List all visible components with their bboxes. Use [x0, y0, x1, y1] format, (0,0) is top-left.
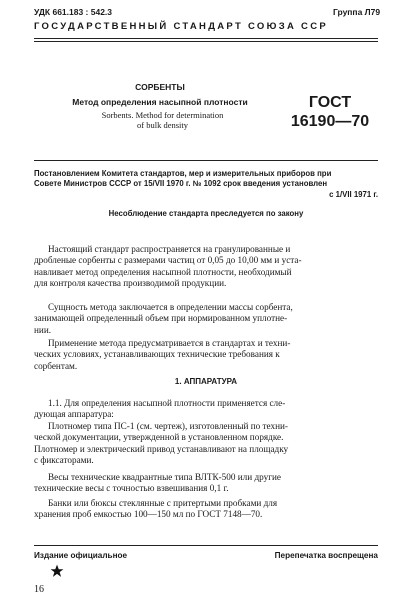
text-line: Весы технические квадрантные типа ВЛТК-500 или другие — [48, 472, 281, 482]
reprint-prohibited-note: Перепечатка воспрещена — [274, 551, 378, 560]
text-line: дробленые сорбенты с размерами частиц от 0,05 до 10,00 мм и уста- — [34, 255, 302, 266]
text-line: Настоящий стандарт распространяется на гранулированные и — [48, 244, 291, 254]
text-line: с фиксаторами. — [34, 455, 94, 466]
text-line: ческой документации, утвержденной в установленном порядке. — [34, 432, 284, 443]
section-paragraph — [34, 498, 378, 521]
group-code: Группа Л79 — [333, 7, 381, 17]
text-line: сорбентам. — [34, 360, 78, 371]
section-heading: 1. АППАРАТУРА — [174, 377, 238, 386]
text-line: нии. — [34, 324, 52, 335]
gost-label: ГОСТ — [308, 94, 352, 111]
text-line: Применение метода предусматривается в стандартах и техни- — [48, 338, 291, 348]
footer-rule — [34, 545, 378, 546]
english-title-line: of bulk density — [137, 120, 188, 130]
standard-name: ГОСУДАРСТВЕННЫЙ СТАНДАРТ СОЮЗА ССР — [34, 21, 329, 32]
text-line: Плотномер и электрический привод устанавливают на площадку — [34, 443, 289, 454]
english-title — [60, 110, 265, 130]
text-line: технические весы с точностью взвешивания 0,1 г. — [34, 483, 229, 494]
intro-paragraph — [34, 244, 378, 290]
text-line: 1.1. Для определения насыпной плотности применяется сле- — [48, 398, 286, 408]
section-paragraph — [34, 398, 378, 421]
text-line: для контроля качества производимой продукции. — [34, 278, 227, 289]
section-paragraph — [34, 421, 378, 467]
gost-number: 16190—70 — [290, 113, 370, 130]
udk-code: УДК 661.183 : 542.3 — [34, 7, 113, 17]
text-line: навливает метод определения насыпной плотности, необходимый — [34, 266, 292, 277]
star-icon — [50, 564, 64, 578]
text-line: Плотномер типа ПС-1 (см. чертеж), изготовленный по техни- — [48, 421, 288, 431]
text-line: ческих условиях, устанавливающих технические требования к — [34, 349, 280, 360]
intro-paragraph — [34, 302, 378, 336]
text-line: Сущность метода заключается в определении массы сорбента, — [48, 302, 293, 312]
header-rule-thick — [34, 38, 378, 39]
decree-text — [34, 169, 378, 200]
official-edition-note: Издание официальное — [34, 551, 128, 560]
title-rule — [34, 160, 378, 161]
document-subtitle: Метод определения насыпной плотности — [72, 97, 248, 107]
text-line: хранения проб емкостью 100—150 мл по ГОСТ 7148—70. — [34, 509, 263, 520]
text-line: занимающей определенный объем при нормированном уплотне- — [34, 313, 288, 324]
header-rule-thin — [34, 41, 378, 42]
english-title-line: Sorbents. Method for determination — [101, 110, 224, 120]
decree-line: Совете Министров СССР от 15/VII 1970 г. № 1092 срок введения установлен — [34, 179, 328, 189]
legal-warning: Несоблюдение стандарта преследуется по закону — [108, 209, 304, 218]
text-line: дующая аппаратура: — [34, 409, 114, 420]
intro-paragraph — [34, 338, 378, 372]
decree-line: Постановлением Комитета стандартов, мер и измерительных приборов при — [34, 169, 332, 178]
decree-line: с 1/VII 1971 г. — [329, 189, 378, 199]
page-number: 16 — [34, 584, 44, 595]
gost-designation — [288, 93, 372, 131]
document-title: СОРБЕНТЫ — [135, 82, 185, 92]
text-line: Банки или бюксы стеклянные с притертыми пробками для — [48, 498, 278, 508]
section-paragraph — [34, 472, 378, 495]
